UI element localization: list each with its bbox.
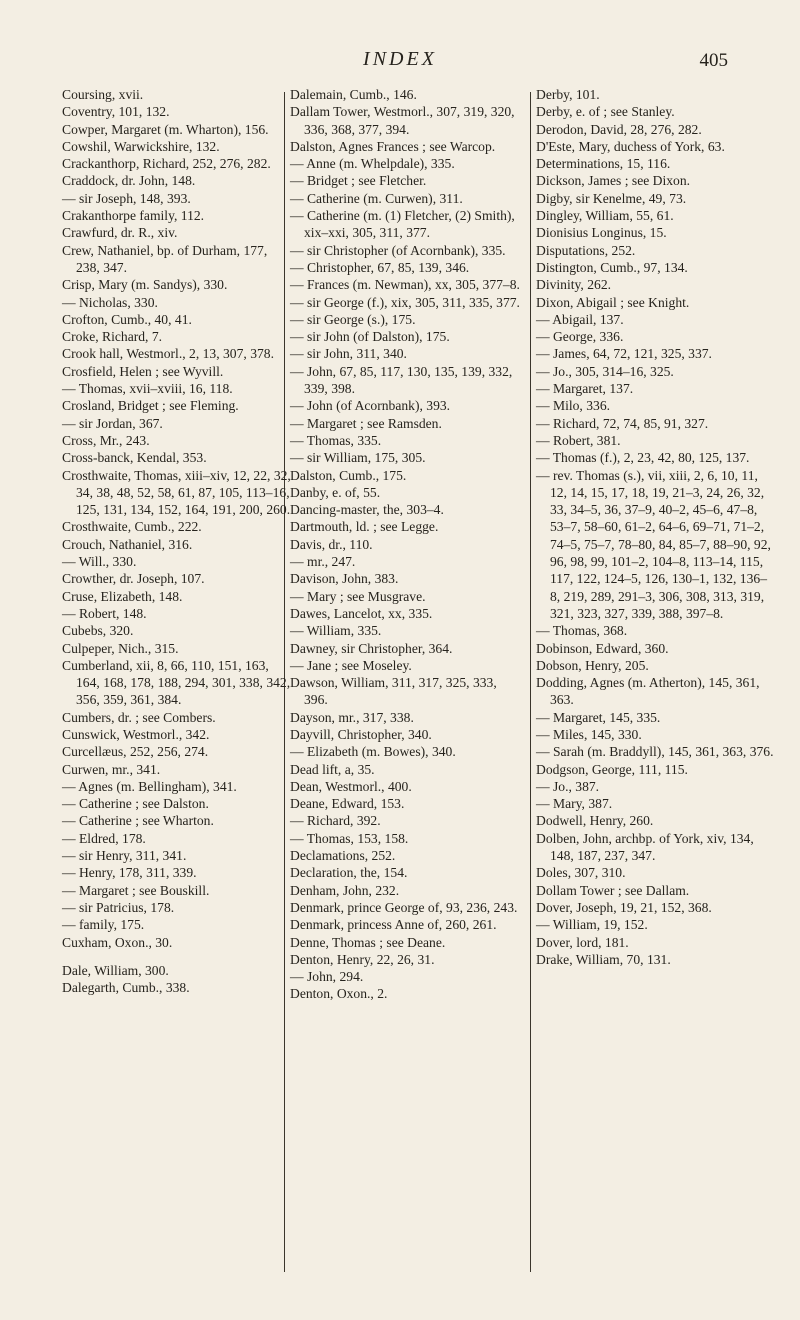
index-entry: — sir Christopher (of Acornbank), 335.	[290, 242, 506, 258]
index-column-2	[290, 86, 522, 1003]
index-entry: — sir Joseph, 148, 393.	[62, 190, 191, 206]
index-entry: Denton, Henry, 22, 26, 31.	[290, 951, 435, 967]
index-entry: — Will., 330.	[62, 554, 137, 570]
index-entry: Crosland, Bridget ; see Fleming.	[62, 398, 239, 414]
index-entry: Curcellæus, 252, 256, 274.	[62, 744, 209, 760]
index-entry: Derodon, David, 28, 276, 282.	[536, 121, 702, 137]
index-entry: Dover, lord, 181.	[536, 934, 629, 950]
index-entry: — Thomas, 153, 158.	[290, 830, 409, 846]
index-entry: Cross-banck, Kendal, 353.	[62, 450, 207, 466]
index-entry: Crofton, Cumb., 40, 41.	[62, 311, 192, 327]
index-entry: Digby, sir Kenelme, 49, 73.	[536, 190, 687, 206]
page-title: INDEX	[363, 48, 437, 70]
index-entry: Derby, 101.	[536, 87, 600, 102]
index-entry: Derby, e. of ; see Stanley.	[536, 104, 675, 120]
index-entry: — Bridget ; see Fletcher.	[290, 173, 427, 189]
index-entry: Davis, dr., 110.	[290, 536, 373, 552]
index-entry: Crouch, Nathaniel, 316.	[62, 536, 193, 552]
page-header	[0, 48, 800, 78]
index-entry: — mr., 247.	[290, 554, 356, 570]
index-entry: — Abigail, 137.	[536, 311, 624, 327]
index-entry: Dean, Westmorl., 400.	[290, 778, 412, 794]
index-entry: Disputations, 252.	[536, 242, 636, 258]
index-entry: — George, 336.	[536, 329, 624, 345]
index-entry: Dodgson, George, 111, 115.	[536, 761, 688, 777]
index-entry: Craddock, dr. John, 148.	[62, 173, 196, 189]
index-entry: — sir George (f.), xix, 305, 311, 335, 377.	[290, 294, 520, 310]
index-entry: — John, 294.	[290, 969, 364, 985]
index-entry: — Richard, 392.	[290, 813, 381, 829]
index-entry: — Catherine ; see Wharton.	[62, 813, 214, 829]
index-entry: Dollam Tower ; see Dallam.	[536, 882, 690, 898]
index-entry: Dale, William, 300.	[62, 962, 169, 978]
index-entry: — Anne (m. Whelpdale), 335.	[290, 156, 455, 172]
index-entry: Dalston, Cumb., 175.	[290, 467, 407, 483]
index-entry: Cumbers, dr. ; see Combers.	[62, 709, 216, 725]
index-entry: — Henry, 178, 311, 339.	[62, 865, 197, 881]
index-entry: — John (of Acornbank), 393.	[290, 398, 451, 414]
index-entry: Distington, Cumb., 97, 134.	[536, 259, 688, 275]
index-entry: — Thomas, 335.	[290, 432, 382, 448]
index-entry: Dallam Tower, Westmorl., 307, 319, 320, 336, 368, 377, 394.	[290, 104, 515, 137]
index-entry: Croke, Richard, 7.	[62, 329, 163, 345]
index-entry: — Agnes (m. Bellingham), 341.	[62, 778, 237, 794]
index-entry: Crook hall, Westmorl., 2, 13, 307, 378.	[62, 346, 274, 362]
index-entry: Doles, 307, 310.	[536, 865, 626, 881]
index-entry: — sir George (s.), 175.	[290, 311, 416, 327]
index-entry: Dayvill, Christopher, 340.	[290, 726, 432, 742]
index-entry: Denham, John, 232.	[290, 882, 400, 898]
index-entry: — Margaret ; see Bouskill.	[62, 882, 210, 898]
index-columns	[62, 86, 774, 1286]
index-entry: Cunswick, Westmorl., 342.	[62, 726, 210, 742]
index-entry: Divinity, 262.	[536, 277, 612, 293]
index-entry: Denmark, princess Anne of, 260, 261.	[290, 917, 497, 933]
index-entry: Crackanthorp, Richard, 252, 276, 282.	[62, 156, 271, 172]
index-entry: — sir Patricius, 178.	[62, 899, 175, 915]
index-entry: Dead lift, a, 35.	[290, 761, 375, 777]
index-entry: Crosthwaite, Cumb., 222.	[62, 519, 202, 535]
index-entry: Crawfurd, dr. R., xiv.	[62, 225, 178, 241]
index-entry: Dobinson, Edward, 360.	[536, 640, 669, 656]
index-entry: — Robert, 148.	[62, 605, 147, 621]
column-divider	[530, 92, 531, 1272]
index-entry: Dawes, Lancelot, xx, 335.	[290, 605, 433, 621]
index-column-1	[62, 86, 294, 996]
index-entry: Determinations, 15, 116.	[536, 156, 671, 172]
index-entry: Dingley, William, 55, 61.	[536, 208, 674, 224]
index-entry: Dalston, Agnes Frances ; see Warcop.	[290, 138, 496, 154]
index-entry: Dancing-master, the, 303–4.	[290, 502, 444, 518]
index-entry: Danby, e. of, 55.	[290, 484, 381, 500]
index-entry: Dolben, John, archbp. of York, xiv, 134, 148, 187, 237, 347.	[536, 830, 754, 864]
index-entry: Dayson, mr., 317, 338.	[290, 709, 414, 725]
index-entry: Crew, Nathaniel, bp. of Durham, 177, 238, 347.	[62, 242, 268, 275]
index-entry: — Thomas, xvii–xviii, 16, 118.	[62, 381, 233, 397]
index-entry: Dover, Joseph, 19, 21, 152, 368.	[536, 899, 712, 915]
index-entry: Denne, Thomas ; see Deane.	[290, 934, 446, 950]
index-entry: Culpeper, Nich., 315.	[62, 640, 179, 656]
index-entry: — sir John (of Dalston), 175.	[290, 329, 450, 345]
index-entry: Crosfield, Helen ; see Wyvill.	[62, 363, 224, 379]
index-entry: — William, 335.	[290, 623, 382, 639]
index-entry: Deane, Edward, 153.	[290, 796, 405, 812]
index-entry: Crakanthorpe family, 112.	[62, 208, 205, 224]
index-entry: — John, 67, 85, 117, 130, 135, 139, 332, 339, 398.	[290, 363, 513, 397]
page-number: 405	[699, 50, 728, 71]
index-entry: — Robert, 381.	[536, 432, 621, 448]
index-entry: Declaration, the, 154.	[290, 865, 408, 881]
index-entry: — Margaret, 137.	[536, 381, 634, 397]
index-entry: — Eldred, 178.	[62, 830, 146, 846]
index-entry: Cross, Mr., 243.	[62, 432, 150, 448]
index-entry: — Mary, 387.	[536, 796, 613, 812]
index-entry: — Jo., 387.	[536, 778, 600, 794]
index-entry: — Jo., 305, 314–16, 325.	[536, 363, 674, 379]
index-entry: — Miles, 145, 330.	[536, 726, 642, 742]
index-entry: — William, 19, 152.	[536, 917, 648, 933]
index-entry: Dixon, Abigail ; see Knight.	[536, 294, 690, 310]
index-entry: — Catherine (m. Curwen), 311.	[290, 190, 463, 206]
index-entry: — sir William, 175, 305.	[290, 450, 426, 466]
index-entry: — family, 175.	[62, 917, 145, 933]
index-entry: — James, 64, 72, 121, 325, 337.	[536, 346, 712, 362]
index-entry: — Sarah (m. Braddyll), 145, 361, 363, 376.	[536, 744, 774, 760]
index-entry: Cruse, Elizabeth, 148.	[62, 588, 183, 604]
index-entry: Dodwell, Henry, 260.	[536, 813, 654, 829]
index-entry: Dobson, Henry, 205.	[536, 657, 649, 673]
index-entry: Cowper, Margaret (m. Wharton), 156.	[62, 121, 269, 137]
index-entry: — sir John, 311, 340.	[290, 346, 407, 362]
index-entry: Dalemain, Cumb., 146.	[290, 87, 417, 102]
index-entry: — Christopher, 67, 85, 139, 346.	[290, 259, 470, 275]
index-entry: — Catherine (m. (1) Fletcher, (2) Smith), xix–xxi, 305, 311, 377.	[290, 208, 515, 241]
index-entry: — Catherine ; see Dalston.	[62, 796, 209, 812]
index-entry: Dawson, William, 311, 317, 325, 333, 396.	[290, 675, 497, 708]
index-entry: — Frances (m. Newman), xx, 305, 377–8.	[290, 277, 520, 293]
index-entry: D'Este, Mary, duchess of York, 63.	[536, 138, 725, 154]
index-entry: Coventry, 101, 132.	[62, 104, 170, 120]
index-entry: — rev. Thomas (s.), vii, xiii, 2, 6, 10, 11, 12, 14, 15, 17, 18, 19, 21–3, 24, 26, 32, 33, 34–5, 36, 37–9, 40–2, 45–6, 47–8, 53–7, 58–60, 61–2, 64–6, 69–71, 71–2, 74–5, 75–7, 78–80, 84, 85–7, 88–90, 92, 96, 98, 99, 101–2, 104–8, 113–14, 115, 117, 122, 124–5, 126, 130–1, 132, 136–8, 219, 289, 291–3, 306, 308, 313, 319, 321, 323, 327, 339, 388, 397–8.	[536, 467, 771, 621]
index-entry: Cumberland, xii, 8, 66, 110, 151, 163, 164, 168, 178, 188, 294, 301, 338, 342, 356, 359, 361, 384.	[62, 657, 291, 708]
index-entry: — Richard, 72, 74, 85, 91, 327.	[536, 415, 709, 431]
index-entry: — Mary ; see Musgrave.	[290, 588, 426, 604]
index-entry: Dodding, Agnes (m. Atherton), 145, 361, 363.	[536, 675, 760, 708]
index-entry: Dalegarth, Cumb., 338.	[62, 980, 190, 996]
index-entry: — sir Jordan, 367.	[62, 415, 163, 431]
index-entry: Cuxham, Oxon., 30.	[62, 934, 173, 950]
index-entry: — Elizabeth (m. Bowes), 340.	[290, 744, 456, 760]
index-entry: Coursing, xvii.	[62, 87, 144, 102]
index-entry: Cowshil, Warwickshire, 132.	[62, 138, 220, 154]
index-entry: — sir Henry, 311, 341.	[62, 848, 187, 864]
index-entry: Denton, Oxon., 2.	[290, 986, 388, 1002]
index-entry: Cubebs, 320.	[62, 623, 134, 639]
index-entry: Drake, William, 70, 131.	[536, 951, 671, 967]
index-entry: Declamations, 252.	[290, 848, 396, 864]
index-entry: Curwen, mr., 341.	[62, 761, 161, 777]
index-entry: Dionisius Longinus, 15.	[536, 225, 667, 241]
index-entry: Dickson, James ; see Dixon.	[536, 173, 691, 189]
index-column-3	[536, 86, 776, 968]
index-entry: — Margaret, 145, 335.	[536, 709, 661, 725]
index-entry: Denmark, prince George of, 93, 236, 243.	[290, 899, 518, 915]
index-entry: — Thomas (f.), 2, 23, 42, 80, 125, 137.	[536, 450, 750, 466]
index-entry: — Milo, 336.	[536, 398, 611, 414]
index-entry: — Jane ; see Moseley.	[290, 657, 412, 673]
index-entry: — Nicholas, 330.	[62, 294, 158, 310]
index-entry: Crisp, Mary (m. Sandys), 330.	[62, 277, 228, 293]
index-entry: — Thomas, 368.	[536, 623, 628, 639]
index-entry: Dartmouth, ld. ; see Legge.	[290, 519, 439, 535]
index-entry: — Margaret ; see Ramsden.	[290, 415, 442, 431]
index-entry: Crosthwaite, Thomas, xiii–xiv, 12, 22, 32, 34, 38, 48, 52, 58, 61, 87, 105, 113–16, 125, 131, 134, 152, 164, 191, 200, 260.	[62, 467, 291, 518]
index-entry: Crowther, dr. Joseph, 107.	[62, 571, 205, 587]
index-entry: Dawney, sir Christopher, 364.	[290, 640, 453, 656]
index-entry: Davison, John, 383.	[290, 571, 399, 587]
